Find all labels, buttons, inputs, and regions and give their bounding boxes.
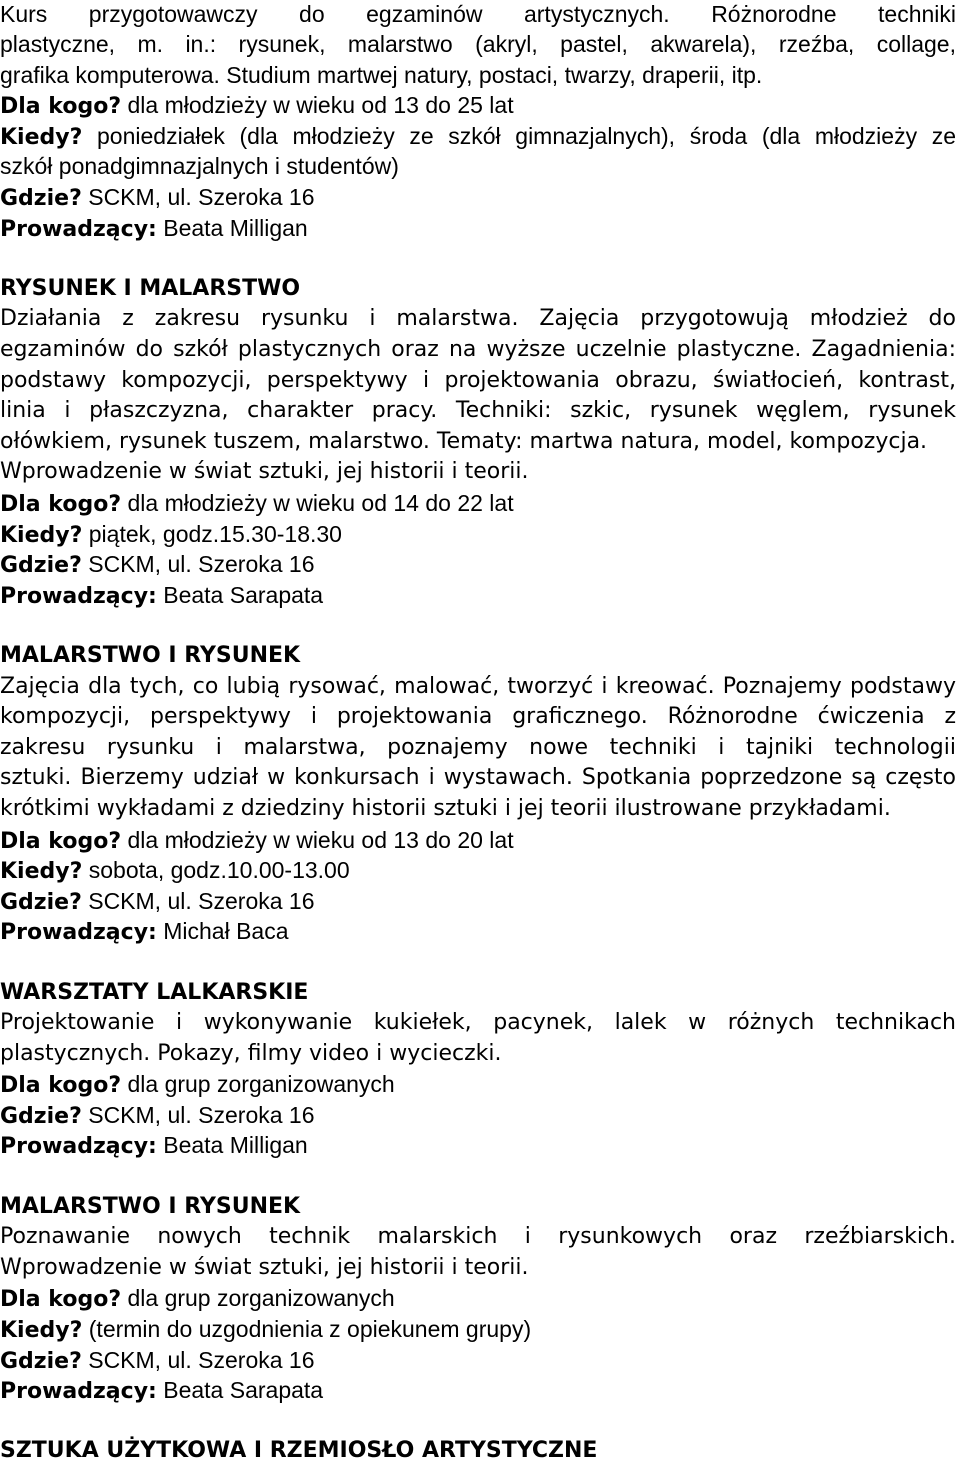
who-row [0, 825, 956, 856]
when-label: Kiedy? [0, 124, 83, 150]
section-heading: RYSUNEK I MALARSTWO [0, 275, 301, 301]
spacer [0, 1406, 956, 1437]
desc-line: Wprowadzenie w świat sztuki, jej historii i teorii. [0, 1254, 529, 1280]
lead-row [0, 1130, 956, 1161]
desc-line: egzaminów do szkół plastycznych oraz na wyższe uczelnie plastyczne. Zagadnienia: [0, 337, 956, 363]
desc-line: Poznawanie nowych technik malarskich i rysunkowych oraz rzeźbiarskich. [0, 1224, 956, 1250]
desc-line: zakresu rysunku i malarstwa, poznajemy nowe techniki i tajniki technologii [0, 734, 956, 760]
desc-line: Działania z zakresu rysunku i malarstwa. Zajęcia przygotowują młodzież do [0, 306, 956, 332]
who-label: Dla kogo? [0, 94, 122, 120]
lead-row [0, 916, 956, 947]
where-row [0, 182, 956, 213]
when-row [0, 519, 956, 550]
desc-line: Wprowadzenie w świat sztuki, jej historii i teorii. [0, 459, 529, 485]
who-label: Dla kogo? [0, 828, 122, 854]
spacer [0, 243, 956, 274]
who-row [0, 90, 956, 121]
who-label: Dla kogo? [0, 1073, 122, 1099]
when-row [0, 121, 956, 152]
desc-line: Zajęcia dla tych, co lubią rysować, malować, tworzyć i kreować. Poznajemy podstawy [0, 673, 956, 699]
where-label: Gdzie? [0, 889, 82, 915]
section-sztuka-uzytkowa [0, 1436, 956, 1467]
desc-line: kompozycji, perspektywy i projektowania graficznego. Różnorodne ćwiczenia z [0, 704, 956, 730]
where-row [0, 1100, 956, 1131]
where-row [0, 886, 956, 917]
lead-row [0, 580, 956, 611]
section-heading: WARSZTATY LALKARSKIE [0, 979, 309, 1005]
desc-line: Projektowanie i wykonywanie kukiełek, pacynek, lalek w różnych technikach [0, 1010, 956, 1036]
when-row [0, 1314, 956, 1345]
section-heading: MALARSTWO I RYSUNEK [0, 642, 301, 668]
spacer [0, 610, 956, 641]
where-label: Gdzie? [0, 186, 82, 212]
where-value: SCKM, ul. Szeroka 16 [81, 551, 315, 578]
lead-label: Prowadzący: [0, 216, 157, 242]
section-malarstwo-i-rysunek-grupy [0, 1192, 956, 1406]
desc-line: ołówkiem, rysunek tuszem, malarstwo. Tematy: martwa natura, model, kompozycja. [0, 428, 928, 454]
lead-value: Michał Baca [156, 918, 289, 945]
lead-label: Prowadzący: [0, 1134, 157, 1160]
when-value: piątek, godz.15.30-18.30 [82, 520, 342, 547]
where-value: SCKM, ul. Szeroka 16 [81, 184, 315, 211]
desc-line: podstawy kompozycji, perspektywy i projektowania obrazu, światłocień, kontrast, [0, 367, 956, 393]
lead-value: Beata Milligan [156, 1132, 308, 1159]
lead-row [0, 213, 956, 244]
who-value: dla młodzieży w wieku od 14 do 22 lat [121, 490, 514, 516]
who-value: dla młodzieży w wieku od 13 do 25 lat [121, 92, 514, 119]
when-value-cont: szkół ponadgimnazjalnych i studentów) [0, 153, 399, 180]
when-value: (termin do uzgodnienia z opiekunem grupy) [82, 1316, 532, 1343]
who-value: dla młodzieży w wieku od 13 do 20 lat [121, 826, 514, 853]
where-value: SCKM, ul. Szeroka 16 [81, 1101, 315, 1128]
lead-value: Beata Milligan [156, 214, 308, 241]
who-row [0, 488, 956, 519]
intro-line-1: Kurs przygotowawczy do egzaminów artystycznych. Różnorodne techniki [0, 0, 956, 27]
where-value: SCKM, ul. Szeroka 16 [81, 1346, 315, 1373]
section-malarstwo-i-rysunek [0, 641, 956, 947]
section-rysunek-i-malarstwo [0, 274, 956, 611]
when-label: Kiedy? [0, 859, 83, 885]
lead-value: Beata Sarapata [156, 1377, 324, 1404]
where-label: Gdzie? [0, 1348, 82, 1374]
section-heading: SZTUKA UŻYTKOWA I RZEMIOSŁO ARTYSTYCZNE [0, 1438, 598, 1464]
who-label: Dla kogo? [0, 492, 122, 517]
section-heading: MALARSTWO I RYSUNEK [0, 1193, 301, 1219]
who-row [0, 1283, 956, 1314]
when-label: Kiedy? [0, 522, 83, 548]
lead-label: Prowadzący: [0, 583, 157, 609]
desc-line: linia i płaszczyzna, charakter pracy. Techniki: szkic, rysunek węglem, rysunek [0, 398, 956, 424]
where-row [0, 549, 956, 580]
lead-row [0, 1375, 956, 1406]
who-label: Dla kogo? [0, 1287, 122, 1313]
who-value: dla grup zorganizowanych [121, 1071, 395, 1098]
section-warsztaty-lalkarskie [0, 978, 956, 1162]
when-value: poniedziałek (dla młodzieży ze szkół gimnazjalnych), środa (dla młodzieży ze [82, 122, 956, 149]
intro-line-3: grafika komputerowa. Studium martwej natury, postaci, twarzy, draperii, itp. [0, 61, 763, 88]
who-value: dla grup zorganizowanych [121, 1285, 395, 1312]
intro-line-2: plastyczne, m. in.: rysunek, malarstwo (akryl, pastel, akwarela), rzeźba, collage, [0, 31, 956, 58]
desc-line: sztuki. Bierzemy udział w konkursach i wystawach. Spotkania poprzedzone są często [0, 765, 956, 791]
when-label: Kiedy? [0, 1318, 83, 1344]
who-row [0, 1069, 956, 1100]
spacer [0, 1161, 956, 1192]
where-label: Gdzie? [0, 553, 82, 579]
desc-line: krótkimi wykładami z dziedziny historii sztuki i jej teorii ilustrowane przykładami. [0, 795, 891, 821]
lead-label: Prowadzący: [0, 920, 157, 946]
where-row [0, 1345, 956, 1376]
spacer [0, 947, 956, 978]
where-label: Gdzie? [0, 1103, 82, 1129]
lead-value: Beata Sarapata [156, 581, 324, 608]
when-value: sobota, godz.10.00-13.00 [82, 857, 350, 884]
lead-label: Prowadzący: [0, 1379, 157, 1405]
when-row [0, 855, 956, 886]
where-value: SCKM, ul. Szeroka 16 [81, 887, 315, 914]
section-kurs-przygotowawczy [0, 0, 956, 243]
desc-line: plastycznych. Pokazy, filmy video i wycieczki. [0, 1040, 502, 1066]
